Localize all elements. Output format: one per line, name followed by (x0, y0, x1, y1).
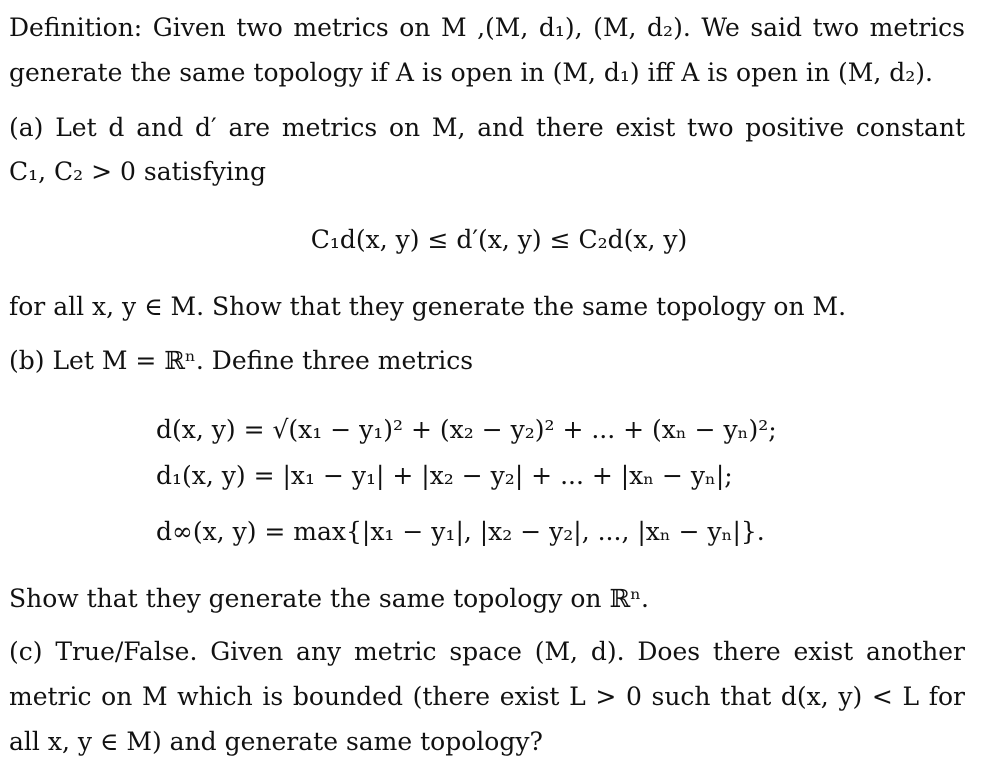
metric-d: d(x, y) = √(x₁ − y₁)² + (x₂ − y₂)² + ... + (xₙ − yₙ)²; (156, 415, 777, 444)
part-b-line-2: Show that they generate the same topology on ℝⁿ. (9, 584, 650, 613)
part-c-line-2: metric on M which is bounded (there exist L > 0 such that d(x, y) < L for (9, 682, 965, 711)
part-b-line-1: (b) Let M = ℝⁿ. Define three metrics (9, 346, 474, 375)
part-a-inequality: C₁d(x, y) ≤ d′(x, y) ≤ C₂d(x, y) (310, 225, 688, 254)
metric-d1: d₁(x, y) = |x₁ − y₁| + |x₂ − y₂| + ... + |xₙ − yₙ|; (156, 461, 733, 490)
part-a-line-2: C₁, C₂ > 0 satisfying (9, 157, 266, 186)
definition-line-2: generate the same topology if A is open in (M, d₁) iff A is open in (M, d₂). (9, 58, 933, 87)
part-a-line-3: for all x, y ∈ M. Show that they generate the same topology on M. (9, 292, 847, 321)
part-a-line-1: (a) Let d and d′ are metrics on M, and there exist two positive constant (9, 113, 965, 142)
definition-line-1: Definition: Given two metrics on M ,(M, d₁), (M, d₂). We said two metrics (9, 13, 965, 42)
part-c-line-3: all x, y ∈ M) and generate same topology? (9, 727, 543, 756)
metric-d-infinity: d∞(x, y) = max{|x₁ − y₁|, |x₂ − y₂|, ..., |xₙ − yₙ|}. (156, 517, 765, 546)
part-c-line-1: (c) True/False. Given any metric space (M, d). Does there exist another (9, 637, 965, 666)
